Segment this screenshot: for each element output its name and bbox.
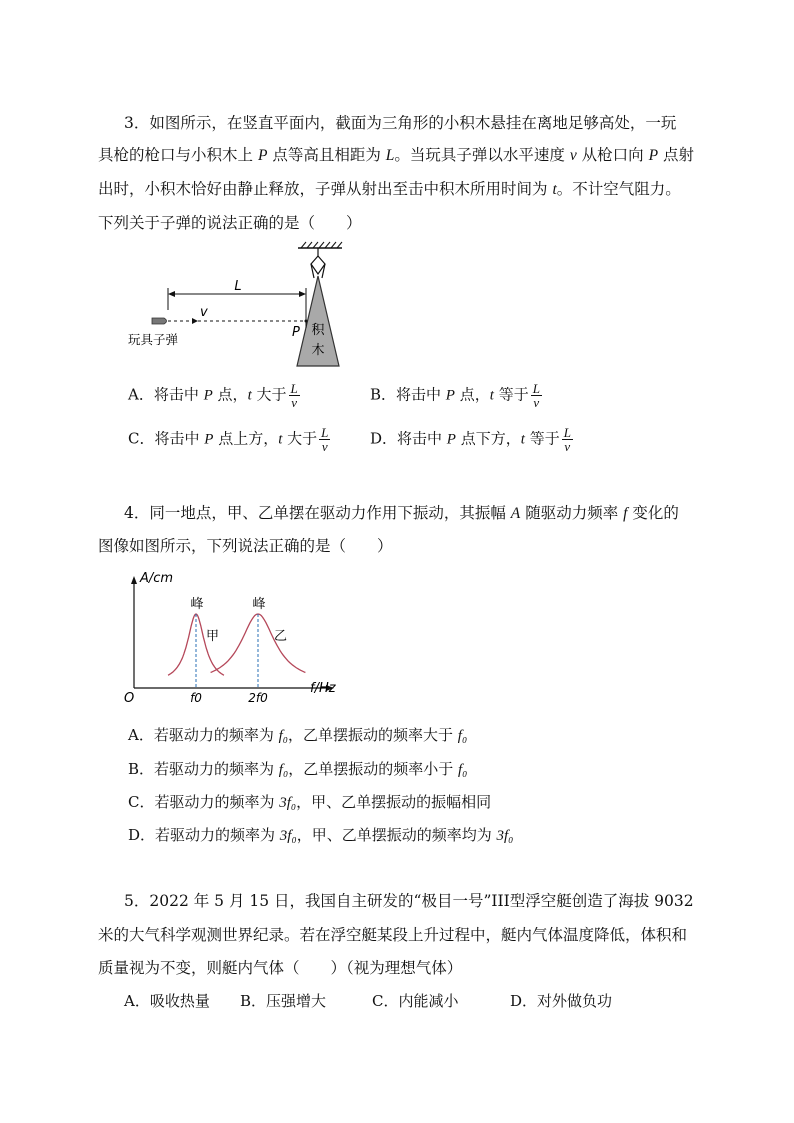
q3-var-P: P bbox=[648, 147, 659, 164]
option-text: 点， bbox=[454, 385, 490, 404]
q4-option-b[interactable] bbox=[128, 758, 467, 781]
option-var: P bbox=[446, 431, 456, 448]
point-P bbox=[305, 320, 308, 323]
option-text: B．将击中 bbox=[370, 385, 446, 404]
option-var: 3f₀ bbox=[279, 795, 297, 811]
q3-text: 从枪口向 bbox=[576, 146, 649, 164]
q5-option-a[interactable]: A．吸收热量 bbox=[124, 992, 210, 1010]
option-text: 大于 bbox=[251, 385, 287, 404]
fraction-den: v bbox=[564, 439, 571, 454]
option-var: f₀ bbox=[278, 762, 289, 778]
fraction-L-over-v bbox=[289, 382, 300, 409]
option-text: ，甲、乙单摆振动的频率均为 bbox=[296, 826, 497, 844]
y-axis-arrow bbox=[131, 576, 137, 584]
q3-text: 具枪的枪口与小积木上 bbox=[98, 146, 258, 164]
origin-label: O bbox=[124, 691, 135, 706]
q3-var-t: t bbox=[552, 181, 557, 198]
q4-resonance-chart bbox=[120, 568, 350, 708]
peak-label-2: 峰 bbox=[252, 597, 266, 612]
resonance-curve-2 bbox=[211, 614, 306, 673]
fraction-num: L bbox=[532, 381, 540, 396]
q5-option-b[interactable]: B．压强增大 bbox=[240, 992, 327, 1010]
option-var: t bbox=[247, 387, 252, 404]
q5-option-d[interactable]: D．对外做负功 bbox=[510, 992, 613, 1010]
q3-stem-line-3 bbox=[98, 178, 681, 201]
q3-option-c[interactable] bbox=[128, 426, 332, 453]
fraction-L-over-v bbox=[562, 426, 573, 453]
fraction-L-over-v bbox=[319, 426, 330, 453]
peak-label-1: 峰 bbox=[190, 597, 204, 612]
fraction-num: L bbox=[321, 425, 329, 440]
option-text: ，乙单摆振动的频率大于 bbox=[288, 726, 458, 744]
q4-option-c[interactable] bbox=[128, 791, 491, 814]
q4-var-A: A bbox=[510, 505, 521, 522]
option-text: 大于 bbox=[282, 429, 318, 448]
q3-var-v: v bbox=[569, 147, 577, 164]
arrow-right bbox=[299, 291, 306, 297]
arrow-left bbox=[168, 291, 175, 297]
option-text: ，甲、乙单摆振动的振幅相同 bbox=[296, 793, 492, 811]
option-var: 3f₀ bbox=[279, 828, 297, 844]
x-tick-label-1: f0 bbox=[190, 691, 202, 705]
fraction-num: L bbox=[563, 425, 571, 440]
q3-option-b[interactable] bbox=[370, 382, 544, 409]
option-text: D．将击中 bbox=[370, 429, 447, 448]
q3-stem-line-2 bbox=[98, 144, 694, 167]
fraction-den: v bbox=[533, 395, 540, 410]
q3-text: 。不计空气阻力。 bbox=[556, 180, 681, 198]
option-var: P bbox=[445, 387, 455, 404]
q4-text: 变化的 bbox=[627, 504, 679, 522]
option-var: t bbox=[278, 431, 283, 448]
label-v: v bbox=[200, 305, 208, 320]
fraction-L-over-v bbox=[531, 382, 542, 409]
q3-text: 出时，小积木恰好由静止释放，子弹从射出至击中积木所用时间为 bbox=[98, 180, 553, 198]
y-axis-label: A/cm bbox=[140, 571, 174, 586]
option-text: A．将击中 bbox=[128, 385, 204, 404]
q4-option-a[interactable] bbox=[128, 724, 467, 747]
q4-stem-line-1 bbox=[124, 502, 679, 525]
option-text: B．若驱动力的频率为 bbox=[128, 760, 279, 778]
option-text: ，乙单摆振动的频率小于 bbox=[288, 760, 458, 778]
q4-text: 随驱动力频率 bbox=[520, 504, 624, 522]
q5-stem-line-2: 米的大气科学观测世界纪录。若在浮空艇某段上升过程中，艇内气体温度降低，体积和 bbox=[98, 926, 688, 944]
q3-var-L: L bbox=[385, 147, 395, 164]
q4-stem-line-2: 图像如图所示，下列说法正确的是（ ） bbox=[98, 537, 393, 555]
q3-var-P: P bbox=[257, 147, 268, 164]
option-var: 3f₀ bbox=[496, 828, 514, 844]
q3-text: 。当玩具子弹以水平速度 bbox=[394, 146, 570, 164]
option-text: C．若驱动力的频率为 bbox=[128, 793, 280, 811]
label-L: L bbox=[234, 279, 242, 294]
series-label-2: 乙 bbox=[274, 629, 288, 644]
q3-option-d[interactable] bbox=[370, 426, 575, 453]
option-var: f₀ bbox=[457, 728, 468, 744]
option-text: 点上方， bbox=[213, 429, 279, 448]
q4-var-f: f bbox=[623, 505, 628, 522]
option-var: P bbox=[204, 431, 214, 448]
q5-option-c[interactable]: C．内能减小 bbox=[372, 992, 459, 1010]
fraction-den: v bbox=[321, 439, 328, 454]
block-label-1: 积 bbox=[311, 323, 325, 338]
q3-stem-line-4: 下列关于子弹的说法正确的是（ ） bbox=[98, 214, 362, 232]
bullet-icon bbox=[152, 318, 167, 324]
x-tick-label-2: 2f0 bbox=[248, 691, 268, 705]
option-text: A．若驱动力的频率为 bbox=[128, 726, 279, 744]
series-label-1: 甲 bbox=[206, 629, 220, 644]
option-text: 等于 bbox=[493, 385, 529, 404]
fraction-den: v bbox=[291, 395, 298, 410]
velocity-arrow bbox=[192, 318, 198, 324]
q5-stem-line-3: 质量视为不变，则艇内气体（ ）（视为理想气体） bbox=[98, 959, 463, 977]
q4-option-d[interactable] bbox=[128, 824, 513, 847]
q3-option-a[interactable] bbox=[128, 382, 302, 409]
q3-text: 点等高且相距为 bbox=[267, 146, 386, 164]
fraction-num: L bbox=[290, 381, 298, 396]
q3-stem-line-1: 3．如图所示，在竖直平面内，截面为三角形的小积木悬挂在离地足够高处，一玩 bbox=[124, 114, 677, 132]
option-var: t bbox=[520, 431, 525, 448]
label-P: P bbox=[292, 325, 300, 340]
option-text: D．若驱动力的频率为 bbox=[128, 826, 280, 844]
option-text: 点下方， bbox=[455, 429, 521, 448]
option-var: P bbox=[203, 387, 213, 404]
q3-figure bbox=[120, 240, 380, 370]
block-label-2: 木 bbox=[311, 343, 325, 358]
option-var: f₀ bbox=[457, 762, 468, 778]
option-text: 点， bbox=[212, 385, 248, 404]
option-var: t bbox=[489, 387, 494, 404]
bullet-label: 玩具子弹 bbox=[128, 332, 179, 347]
q5-stem-line-1: 5．2022 年 5 月 15 日，我国自主研发的“极目一号”III型浮空艇创造了海拔 9032 bbox=[124, 892, 694, 910]
x-axis-label: f/Hz bbox=[310, 681, 336, 696]
ceiling-hatch bbox=[301, 242, 342, 248]
option-var: f₀ bbox=[278, 728, 288, 744]
option-text: 等于 bbox=[524, 429, 560, 448]
option-text: C．将击中 bbox=[128, 429, 205, 448]
q3-text: 点射 bbox=[658, 146, 694, 164]
q4-text: 4．同一地点，甲、乙单摆在驱动力作用下振动，其振幅 bbox=[124, 504, 511, 522]
